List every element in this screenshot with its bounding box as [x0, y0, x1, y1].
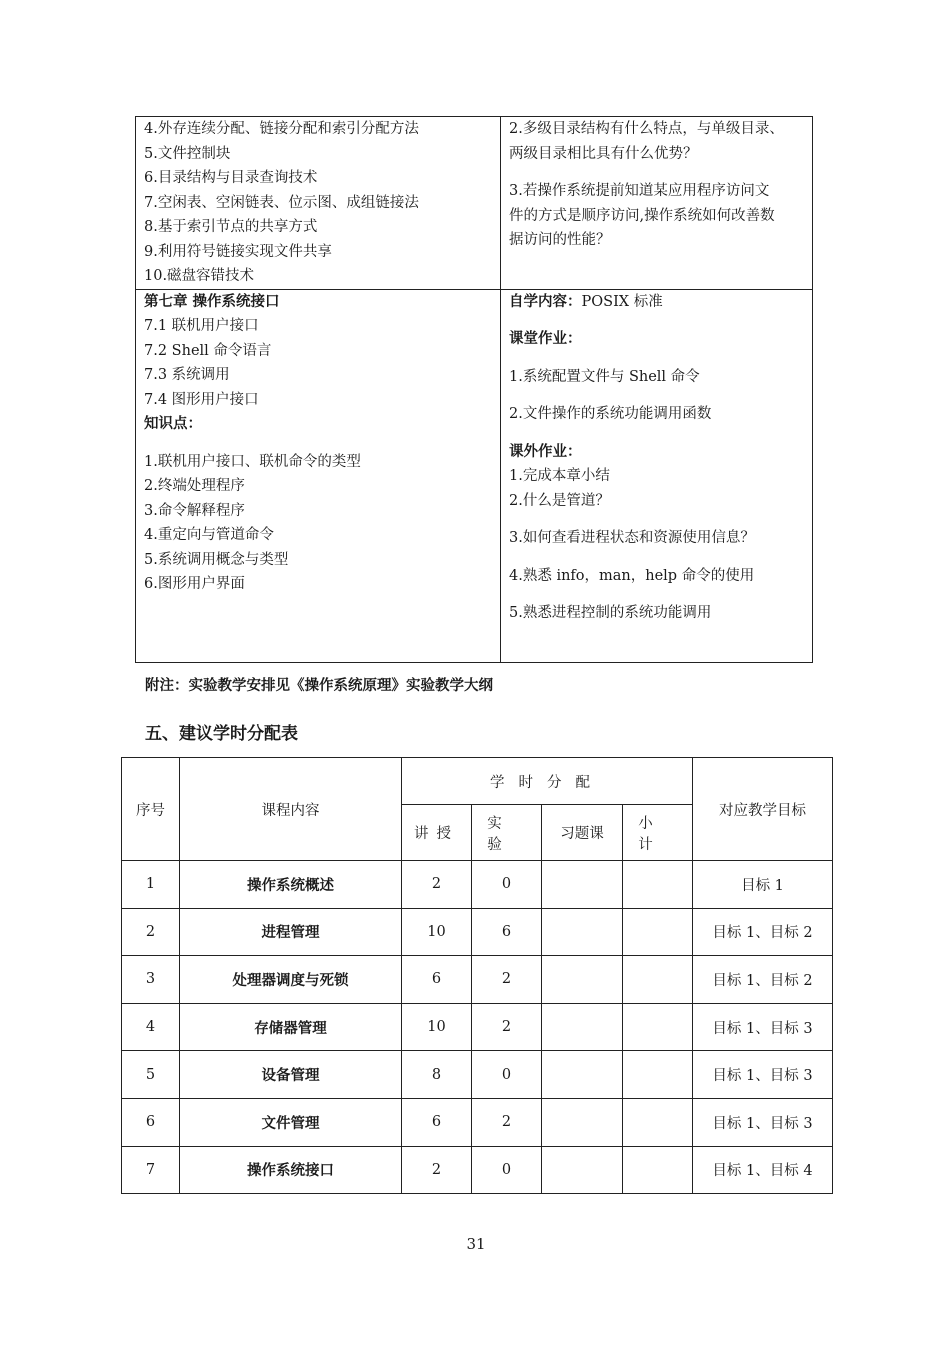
homework-item: 5.熟悉进程控制的系统功能调用: [509, 605, 712, 621]
cell-content: 处理器调度与死锁: [180, 956, 402, 1004]
text-line: 10.磁盘容错技术: [144, 268, 255, 284]
homework-item: 4.熟悉 info，man，help 命令的使用: [509, 567, 755, 584]
selfstudy-label: 自学内容：: [509, 292, 582, 310]
homework-item: 3.如何查看进程状态和资源使用信息？: [509, 530, 755, 546]
cell-seq: 3: [122, 956, 180, 1004]
cell-target: 目标 1、目标 2: [693, 908, 833, 956]
cell-subtotal: [623, 908, 693, 956]
knowledge-item: 6.图形用户界面: [144, 576, 245, 592]
cell-content: 操作系统概述: [180, 861, 402, 909]
cell-lecture: 6: [402, 956, 472, 1004]
table-header-row: [122, 758, 833, 805]
cell-exercise: [542, 1003, 623, 1051]
spacer: [509, 588, 804, 601]
section-heading: 五、建议学时分配表: [145, 724, 298, 744]
cell-content: 设备管理: [180, 1051, 402, 1099]
cell-target: 目标 1、目标 2: [693, 956, 833, 1004]
cell-exercise: [542, 861, 623, 909]
cell-exercise: [542, 1098, 623, 1146]
cell-exercise: [542, 1051, 623, 1099]
cell-target: 目标 1、目标 3: [693, 1051, 833, 1099]
cell-seq: 5: [122, 1051, 180, 1099]
section-item: 7.3 系统调用: [144, 367, 230, 383]
cell-seq: 7: [122, 1146, 180, 1194]
syllabus-left-cell: [136, 289, 501, 662]
table-row: [122, 861, 833, 909]
cell-lab: 0: [472, 1051, 542, 1099]
header-hours: 学时分配: [402, 758, 693, 805]
spacer: [509, 513, 804, 526]
homework-item: 1.完成本章小结: [509, 468, 610, 484]
cell-subtotal: [623, 956, 693, 1004]
cell-content: 存储器管理: [180, 1003, 402, 1051]
hours-table-body: [122, 861, 833, 1194]
text-line: 3.若操作系统提前知道某应用程序访问文: [509, 183, 770, 199]
syllabus-right-cell: [501, 289, 813, 662]
text-line: 4.外存连续分配、链接分配和索引分配方法: [144, 121, 419, 137]
text-line: 6.目录结构与目录查询技术: [144, 170, 318, 186]
cell-target: 目标 1: [693, 861, 833, 909]
cell-lecture: 10: [402, 908, 472, 956]
knowledge-label: 知识点：: [144, 415, 202, 432]
table-row: [122, 1146, 833, 1194]
syllabus-left-cell: [136, 117, 501, 290]
header-lab: 实验: [472, 805, 542, 861]
spacer: [509, 389, 804, 402]
cell-exercise: [542, 1146, 623, 1194]
spacer: [509, 314, 804, 327]
syllabus-table: [135, 116, 813, 663]
knowledge-item: 5.系统调用概念与类型: [144, 551, 289, 568]
syllabus-row-chapter-7: [136, 289, 813, 662]
section-item: 7.2 Shell 命令语言: [144, 342, 272, 359]
cell-subtotal: [623, 1098, 693, 1146]
text-line: 两级目录相比具有什么优势？: [509, 145, 698, 162]
cell-subtotal: [623, 1003, 693, 1051]
page-number: 31: [466, 1235, 486, 1253]
section-item: 7.1 联机用户接口: [144, 318, 259, 334]
knowledge-item: 1.联机用户接口、联机命令的类型: [144, 453, 361, 470]
spacer: [509, 352, 804, 365]
header-subtotal: 小计: [623, 805, 693, 861]
text-line: 7.空闲表、空闲链表、位示图、成组链接法: [144, 194, 419, 211]
selfstudy-value: POSIX 标准: [581, 293, 663, 310]
cell-exercise: [542, 908, 623, 956]
cell-target: 目标 1、目标 3: [693, 1098, 833, 1146]
homework-item: 2.什么是管道？: [509, 492, 610, 509]
classwork-item: 1.系统配置文件与 Shell 命令: [509, 368, 700, 385]
section-item: 7.4 图形用户接口: [144, 391, 259, 408]
table-row: [122, 956, 833, 1004]
cell-target: 目标 1、目标 3: [693, 1003, 833, 1051]
text-line: 9.利用符号链接实现文件共享: [144, 243, 332, 260]
cell-seq: 4: [122, 1003, 180, 1051]
table-row: [122, 908, 833, 956]
cell-seq: 1: [122, 861, 180, 909]
chapter-title: 第七章 操作系统接口: [144, 292, 280, 310]
cell-exercise: [542, 956, 623, 1004]
spacer: [509, 166, 804, 179]
text-line: 8.基于索引节点的共享方式: [144, 219, 318, 235]
text-line: 件的方式是顺序访问,操作系统如何改善数: [509, 207, 775, 224]
cell-lecture: 8: [402, 1051, 472, 1099]
cell-lecture: 6: [402, 1098, 472, 1146]
cell-target: 目标 1、目标 4: [693, 1146, 833, 1194]
knowledge-item: 3.命令解释程序: [144, 502, 245, 519]
classwork-item: 2.文件操作的系统功能调用函数: [509, 406, 712, 422]
selfstudy-line: [509, 290, 804, 315]
cell-subtotal: [623, 861, 693, 909]
hours-table: [121, 757, 833, 1194]
cell-lab: 2: [472, 1098, 542, 1146]
spacer: [144, 437, 492, 450]
cell-lab: 0: [472, 861, 542, 909]
text-line: 5.文件控制块: [144, 145, 231, 162]
header-content: 课程内容: [180, 758, 402, 861]
cell-lecture: 2: [402, 1146, 472, 1194]
text-line: 2.多级目录结构有什么特点，与单级目录、: [509, 121, 784, 137]
cell-subtotal: [623, 1051, 693, 1099]
syllabus-row-file-management: [136, 117, 813, 290]
cell-lab: 6: [472, 908, 542, 956]
table-row: [122, 1098, 833, 1146]
classwork-label: 课堂作业：: [509, 330, 582, 347]
header-target: 对应教学目标: [693, 758, 833, 861]
spacer: [509, 427, 804, 440]
cell-seq: 2: [122, 908, 180, 956]
cell-subtotal: [623, 1146, 693, 1194]
knowledge-item: 2.终端处理程序: [144, 478, 245, 494]
table-row: [122, 1051, 833, 1099]
header-seq: 序号: [122, 758, 180, 861]
homework-label: 课外作业：: [509, 442, 582, 460]
cell-content: 进程管理: [180, 908, 402, 956]
cell-lab: 2: [472, 1003, 542, 1051]
text-line: 据访问的性能？: [509, 232, 611, 248]
table-row: [122, 1003, 833, 1051]
cell-lecture: 10: [402, 1003, 472, 1051]
cell-lecture: 2: [402, 861, 472, 909]
syllabus-right-cell: [501, 117, 813, 290]
spacer: [509, 551, 804, 564]
cell-lab: 2: [472, 956, 542, 1004]
cell-lab: 0: [472, 1146, 542, 1194]
cell-content: 操作系统接口: [180, 1146, 402, 1194]
header-lecture: 讲授: [402, 805, 472, 861]
knowledge-item: 4.重定向与管道命令: [144, 527, 274, 543]
header-exercise: 习题课: [542, 805, 623, 861]
cell-content: 文件管理: [180, 1098, 402, 1146]
lab-note: 附注：实验教学安排见《操作系统原理》实验教学大纲: [145, 677, 493, 694]
cell-seq: 6: [122, 1098, 180, 1146]
